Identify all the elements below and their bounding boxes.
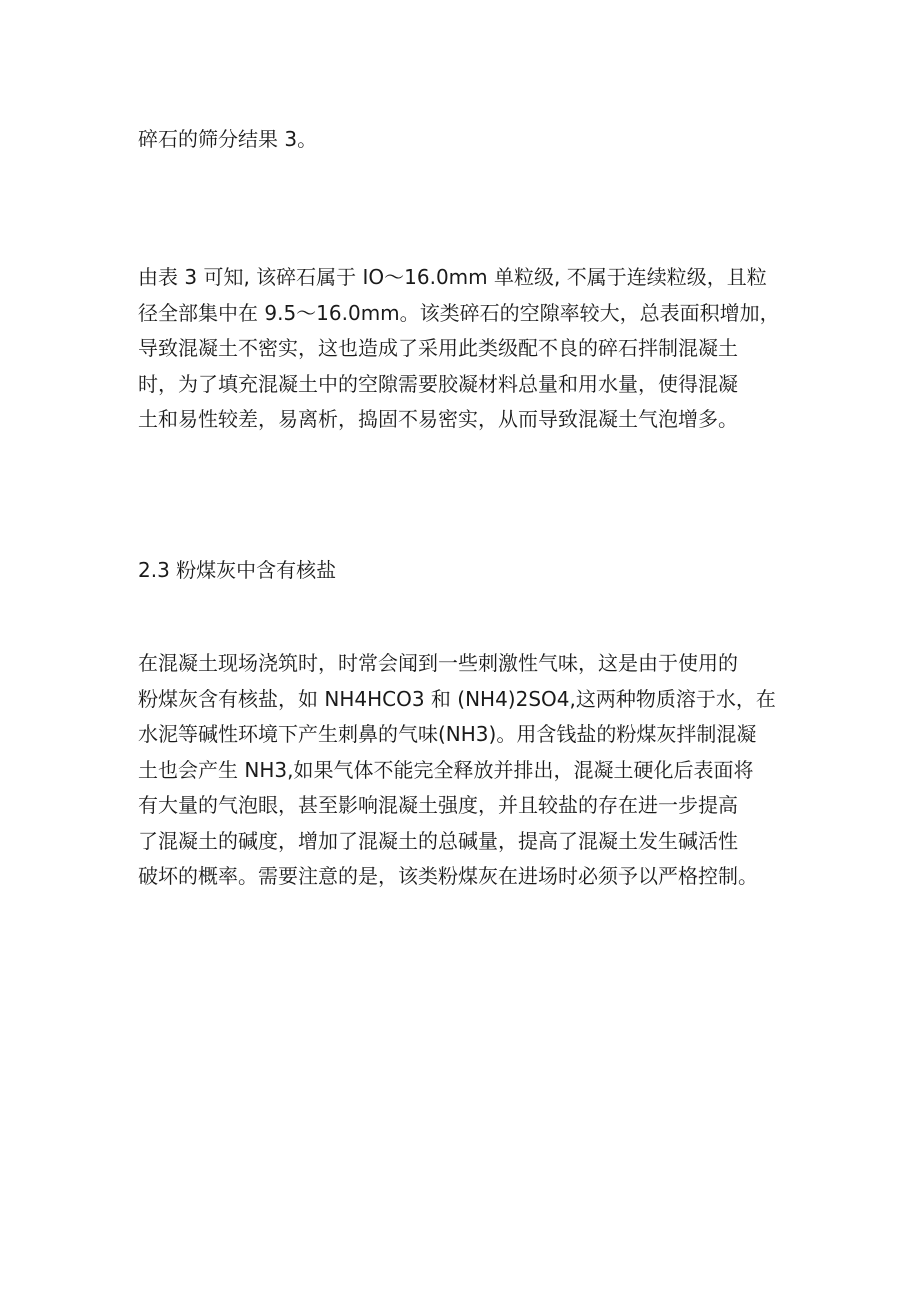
text-line: 时，为了填充混凝土中的空隙需要胶凝材料总量和用水量，使得混凝 <box>138 371 738 396</box>
text-line: 由表 3 可知, 该碎石属于 IO～16.0mm 单粒级, 不属于连续粒级，且粒 <box>138 265 767 289</box>
text-line: 水泥等碱性环境下产生刺鼻的气味(NH3)。用含钱盐的粉煤灰拌制混凝 <box>138 722 757 746</box>
paragraph-gravel-analysis <box>138 260 798 438</box>
text-line: 径全部集中在 9.5～16.0mm。该类碎石的空隙率较大，总表面积增加， <box>138 300 780 325</box>
text-line: 导致混凝土不密实，这也造成了采用此类级配不良的碎石拌制混凝土 <box>138 336 738 360</box>
section-heading <box>138 553 798 589</box>
text-line: 碎石的筛分结果 3。 <box>138 127 318 151</box>
text-line: 破坏的概率。需要注意的是，该类粉煤灰在进场时必须予以严格控制。 <box>138 864 758 888</box>
paragraph-fly-ash <box>138 646 798 895</box>
paragraph-sieve-result <box>138 122 798 158</box>
text-line: 粉煤灰含有核盐，如 NH4HCO3 和 (NH4)2SO4,这两种物质溶于水，在 <box>138 686 776 711</box>
text-line: 土和易性较差，易离析，捣固不易密实，从而导致混凝土气泡增多。 <box>138 407 738 431</box>
text-line: 在混凝土现场浇筑时，时常会闻到一些刺激性气味，这是由于使用的 <box>138 651 738 675</box>
text-line: 土也会产生 NH3,如果气体不能完全释放并排出，混凝土硬化后表面将 <box>138 757 754 782</box>
section-heading-text: 2.3 粉煤灰中含有核盐 <box>138 558 337 582</box>
text-line: 了混凝土的碱度，增加了混凝土的总碱量，提高了混凝土发生碱活性 <box>138 828 738 853</box>
text-line: 有大量的气泡眼，甚至影响混凝土强度，并且较盐的存在进一步提高 <box>138 793 738 817</box>
